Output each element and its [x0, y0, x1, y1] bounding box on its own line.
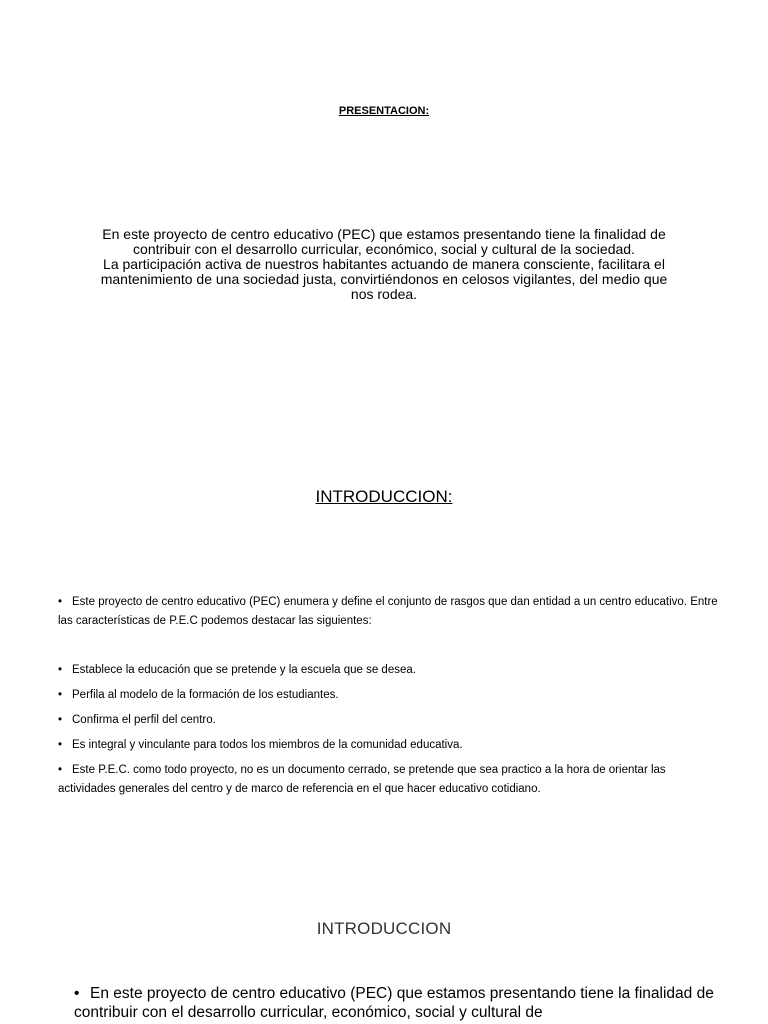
list-item-text: Es integral y vinculante para todos los miembros de la comunidad educativa.: [72, 739, 463, 751]
bullet-icon: •: [58, 596, 63, 608]
introduccion-heading: INTRODUCCION:: [315, 487, 453, 506]
list-item-text: Confirma el perfil del centro.: [72, 714, 216, 726]
list-item: [58, 686, 718, 705]
bullet-icon: •: [58, 714, 63, 726]
list-item-text: Establece la educación que se pretende y la escuela que se desea.: [72, 664, 416, 676]
list-item: [58, 736, 718, 755]
list-item-text: Este P.E.C. como todo proyecto, no es un documento cerrado, se pretende que sea practico a la hora de orientar las actividades generales del centro y de marco de referencia en el que hacer educativo cotidiano.: [58, 764, 666, 795]
list-item: [58, 661, 718, 680]
list-item-text: Este proyecto de centro educativo (PEC) enumera y define el conjunto de rasgos que dan entidad a un centro educativo. Entre las características de P.E.C podemos destacar las siguientes:: [58, 596, 718, 627]
list-item-text: En este proyecto de centro educativo (PEC) que estamos presentando tiene la finalidad de contribuir con el desarrollo curricular, económico, social y cultural de: [74, 985, 714, 1021]
list-item: [58, 761, 718, 799]
presentacion-body: [96, 227, 672, 302]
introduccion-2-item: [74, 984, 714, 1022]
introduccion-2-heading: INTRODUCCION: [316, 919, 452, 938]
list-item-intro: [58, 593, 718, 631]
bullet-icon: •: [58, 739, 63, 751]
presentacion-heading: PRESENTACION:: [338, 105, 430, 117]
bullet-icon: •: [58, 689, 63, 701]
presentacion-paragraph-2: La participación activa de nuestros habitantes actuando de manera consciente, facilitara el mantenimiento de una sociedad justa, convirtiéndonos en celosos vigilantes, del medio que nos rodea.: [100, 256, 668, 302]
presentacion-paragraph-1: En este proyecto de centro educativo (PEC) que estamos presentando tiene la finalidad de contribuir con el desarrollo curricular, económico, social y cultural de la sociedad.: [102, 226, 666, 257]
list-item: [58, 711, 718, 730]
list-item-text: Perfila al modelo de la formación de los estudiantes.: [72, 689, 339, 701]
bullet-icon: •: [74, 985, 80, 1002]
bullet-icon: •: [58, 764, 63, 776]
bullet-icon: •: [58, 664, 63, 676]
